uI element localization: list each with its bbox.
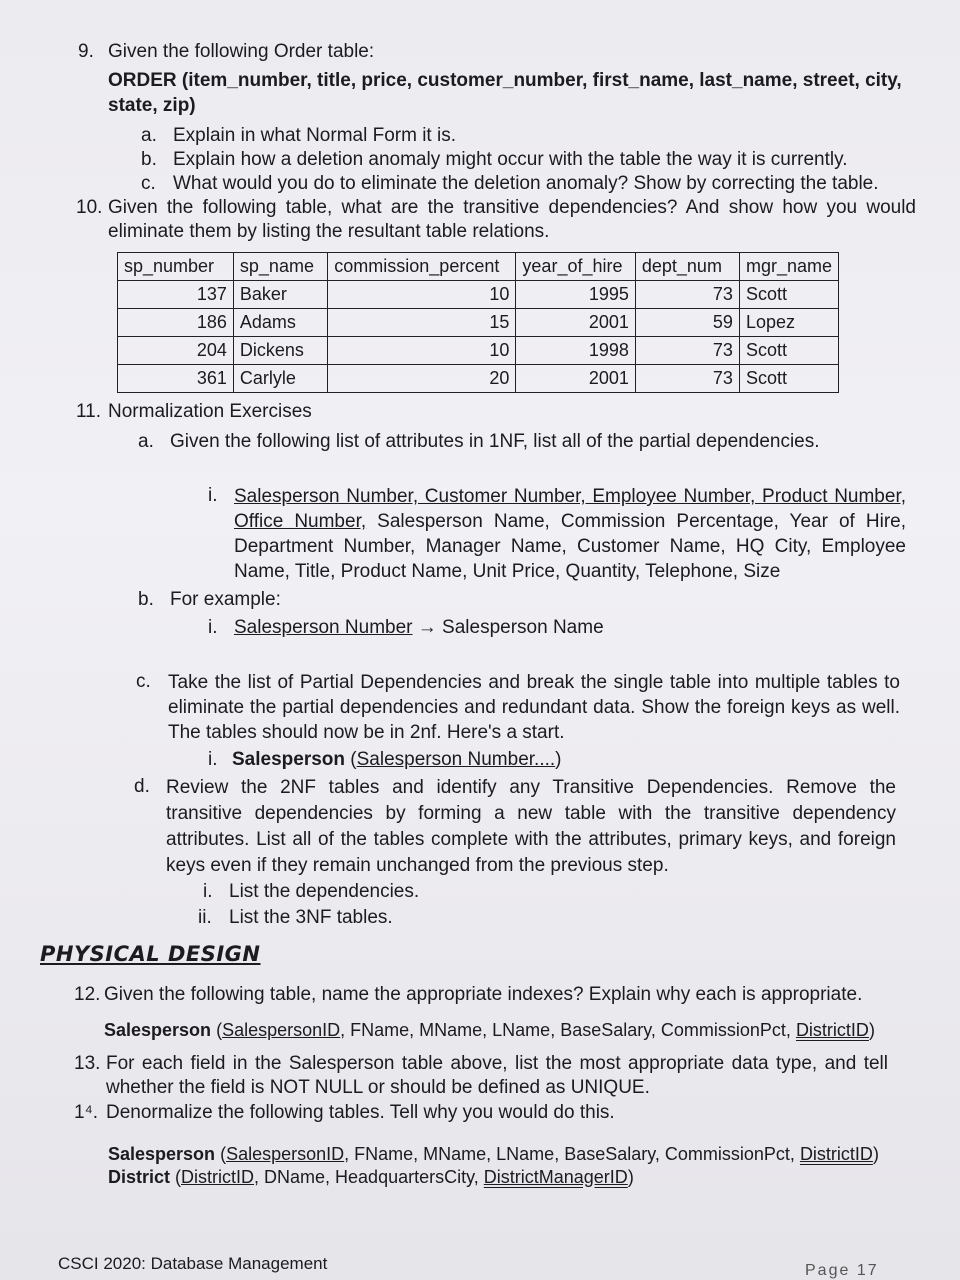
q11-attribute-list bbox=[234, 484, 906, 584]
primary-key: DistrictID bbox=[181, 1167, 255, 1187]
arrow-icon: → bbox=[417, 617, 437, 638]
relation-attributes: , FName, MName, LName, BaseSalary, CommissionPct, bbox=[344, 1144, 800, 1164]
relation-key: Salesperson Number.... bbox=[356, 749, 556, 770]
foreign-key: DistrictID bbox=[799, 1144, 873, 1164]
q11-d-ii-label: ii. bbox=[198, 907, 212, 928]
q9-table-definition: ORDER (item_number, title, price, customer_number, first_name, last_name, street, city, state, zip) bbox=[108, 70, 902, 116]
primary-key: SalespersonID bbox=[222, 1020, 341, 1040]
relation-paren: ) bbox=[627, 1167, 634, 1187]
table-cell: 73 bbox=[635, 281, 739, 309]
relation-name: District bbox=[108, 1167, 171, 1187]
footer-course: CSCI 2020: Database Management bbox=[58, 1254, 328, 1273]
relation-name: Salesperson bbox=[104, 1020, 212, 1040]
relation-paren: ) bbox=[872, 1144, 879, 1164]
q9-number: 9. bbox=[78, 41, 94, 62]
relation-paren: ( bbox=[170, 1167, 182, 1187]
foreign-key: DistrictID bbox=[795, 1020, 869, 1040]
table-cell: 361 bbox=[118, 365, 234, 393]
column-header: commission_percent bbox=[328, 253, 516, 281]
table-cell: Baker bbox=[233, 281, 327, 309]
q11-c-i-label: i. bbox=[208, 749, 218, 770]
table-cell: 137 bbox=[118, 281, 234, 309]
table-cell: 10 bbox=[328, 281, 516, 309]
attribute-rest: Salesperson Name, Commission Percentage, Year of Hire, Department Number, Manager Name, Customer Name, HQ City, Employee Name, Title, Product Name, Unit Price, Quantity, Telephone, Size bbox=[234, 511, 906, 582]
q11-d-i-label: i. bbox=[203, 881, 213, 902]
table-row bbox=[118, 309, 839, 337]
table-cell: Scott bbox=[739, 365, 838, 393]
column-header: sp_number bbox=[118, 253, 234, 281]
table-cell: Carlyle bbox=[233, 365, 327, 393]
q13-text: For each field in the Salesperson table above, list the most appropriate data type, and tell whether the field is NOT NULL or should be defined as UNIQUE. bbox=[106, 1053, 888, 1098]
q13-number: 13. bbox=[74, 1053, 101, 1074]
q12-relation bbox=[104, 1018, 904, 1042]
section-heading: PHYSICAL DESIGN bbox=[40, 942, 261, 966]
table-cell: 204 bbox=[118, 337, 234, 365]
relation-name: Salesperson bbox=[108, 1144, 216, 1164]
relation-paren: ( bbox=[215, 1144, 227, 1164]
q11-a-text: Given the following list of attributes in 1NF, list all of the partial dependencies. bbox=[170, 431, 820, 452]
q9-prompt: Given the following Order table: bbox=[108, 41, 375, 62]
q9-item-c: What would you do to eliminate the deletion anomaly? Show by correcting the table. bbox=[173, 173, 879, 194]
table-cell: 59 bbox=[635, 309, 739, 337]
q9-item-b: Explain how a deletion anomaly might occur with the table the way it is currently. bbox=[173, 149, 848, 170]
q14-relation-salesperson bbox=[108, 1142, 908, 1166]
table-cell: Scott bbox=[739, 337, 838, 365]
table-cell: Lopez bbox=[739, 309, 838, 337]
table-row bbox=[118, 281, 839, 309]
q14-relation-district bbox=[108, 1165, 908, 1189]
q11-d-text: Review the 2NF tables and identify any Transitive Dependencies. Remove the transitive dependencies by forming a new table with the transitive dependency attributes. List all of the tables complete with the attributes, primary keys, and foreign keys even if they remain unchanged from the previous step. bbox=[166, 777, 896, 876]
table-cell: 73 bbox=[635, 337, 739, 365]
relation-paren: ) bbox=[868, 1020, 875, 1040]
q11-c-label: c. bbox=[136, 671, 151, 692]
salesperson-table bbox=[117, 252, 839, 393]
q14-text: Denormalize the following tables. Tell why you would do this. bbox=[106, 1102, 615, 1123]
table-cell: 1998 bbox=[516, 337, 635, 365]
table-cell: 15 bbox=[328, 309, 516, 337]
relation-paren: ) bbox=[555, 749, 562, 770]
table-cell: 1995 bbox=[516, 281, 635, 309]
table-cell: Scott bbox=[739, 281, 838, 309]
q14-number: 1⁴. bbox=[74, 1102, 99, 1123]
q11-b-label: b. bbox=[138, 589, 154, 610]
table-row bbox=[118, 337, 839, 365]
q11-d-ii-text: List the 3NF tables. bbox=[229, 907, 393, 928]
relation-attributes: , FName, MName, LName, BaseSalary, CommissionPct, bbox=[340, 1020, 796, 1040]
q11-a-label: a. bbox=[138, 431, 154, 452]
q11-number: 11. bbox=[76, 401, 102, 422]
relation-name: Salesperson bbox=[232, 749, 345, 770]
example-dependent: Salesperson Name bbox=[442, 617, 604, 638]
column-header: dept_num bbox=[635, 253, 739, 281]
q12-text: Given the following table, name the appropriate indexes? Explain why each is appropriate. bbox=[104, 984, 863, 1005]
table-cell: 10 bbox=[328, 337, 516, 365]
q10-text: Given the following table, what are the transitive dependencies? And show how you would eliminate them by listing the resultant table relations. bbox=[108, 197, 916, 242]
table-row bbox=[118, 365, 839, 393]
q11-a-i-label: i. bbox=[208, 485, 218, 506]
q9-item-b-label: b. bbox=[141, 149, 157, 170]
column-header: sp_name bbox=[233, 253, 327, 281]
table-cell: 2001 bbox=[516, 365, 635, 393]
q11-c-start-relation bbox=[232, 748, 832, 772]
example-key: Salesperson Number bbox=[234, 617, 413, 638]
relation-paren: ( bbox=[211, 1020, 223, 1040]
q9-item-a: Explain in what Normal Form it is. bbox=[173, 125, 456, 146]
q12-number: 12. bbox=[74, 984, 101, 1005]
q9-item-a-label: a. bbox=[141, 125, 157, 146]
table-header-row bbox=[118, 253, 839, 281]
q11-c-text: Take the list of Partial Dependencies and break the single table into multiple tables to eliminate the partial dependencies and redundant data. Show the foreign keys as well. The tables should now be in 2nf. Here's a start. bbox=[168, 672, 900, 743]
footer-page-number: Page 17 bbox=[805, 1262, 879, 1279]
column-header: year_of_hire bbox=[516, 253, 635, 281]
q11-d-i-text: List the dependencies. bbox=[229, 881, 420, 902]
q11-b-i-label: i. bbox=[208, 617, 218, 638]
q11-b-text: For example: bbox=[170, 589, 281, 610]
table-cell: 2001 bbox=[516, 309, 635, 337]
table-cell: Adams bbox=[233, 309, 327, 337]
relation-attributes: , DName, HeadquartersCity, bbox=[254, 1167, 484, 1187]
column-header: mgr_name bbox=[739, 253, 838, 281]
q9-item-c-label: c. bbox=[141, 173, 156, 194]
table-cell: 20 bbox=[328, 365, 516, 393]
relation-paren: ( bbox=[345, 749, 357, 770]
q11-title: Normalization Exercises bbox=[108, 401, 312, 422]
attribute-keys: Salesperson Number, Customer Number, Employee Number, Product Number, Office Number, bbox=[234, 486, 906, 532]
table-cell: Dickens bbox=[233, 337, 327, 365]
table-cell: 186 bbox=[118, 309, 234, 337]
foreign-key: DistrictManagerID bbox=[483, 1167, 628, 1187]
primary-key: SalespersonID bbox=[226, 1144, 345, 1164]
q10-number: 10. bbox=[76, 197, 103, 218]
table-cell: 73 bbox=[635, 365, 739, 393]
q11-d-label: d. bbox=[134, 776, 150, 797]
q11-example-dependency bbox=[234, 616, 834, 640]
